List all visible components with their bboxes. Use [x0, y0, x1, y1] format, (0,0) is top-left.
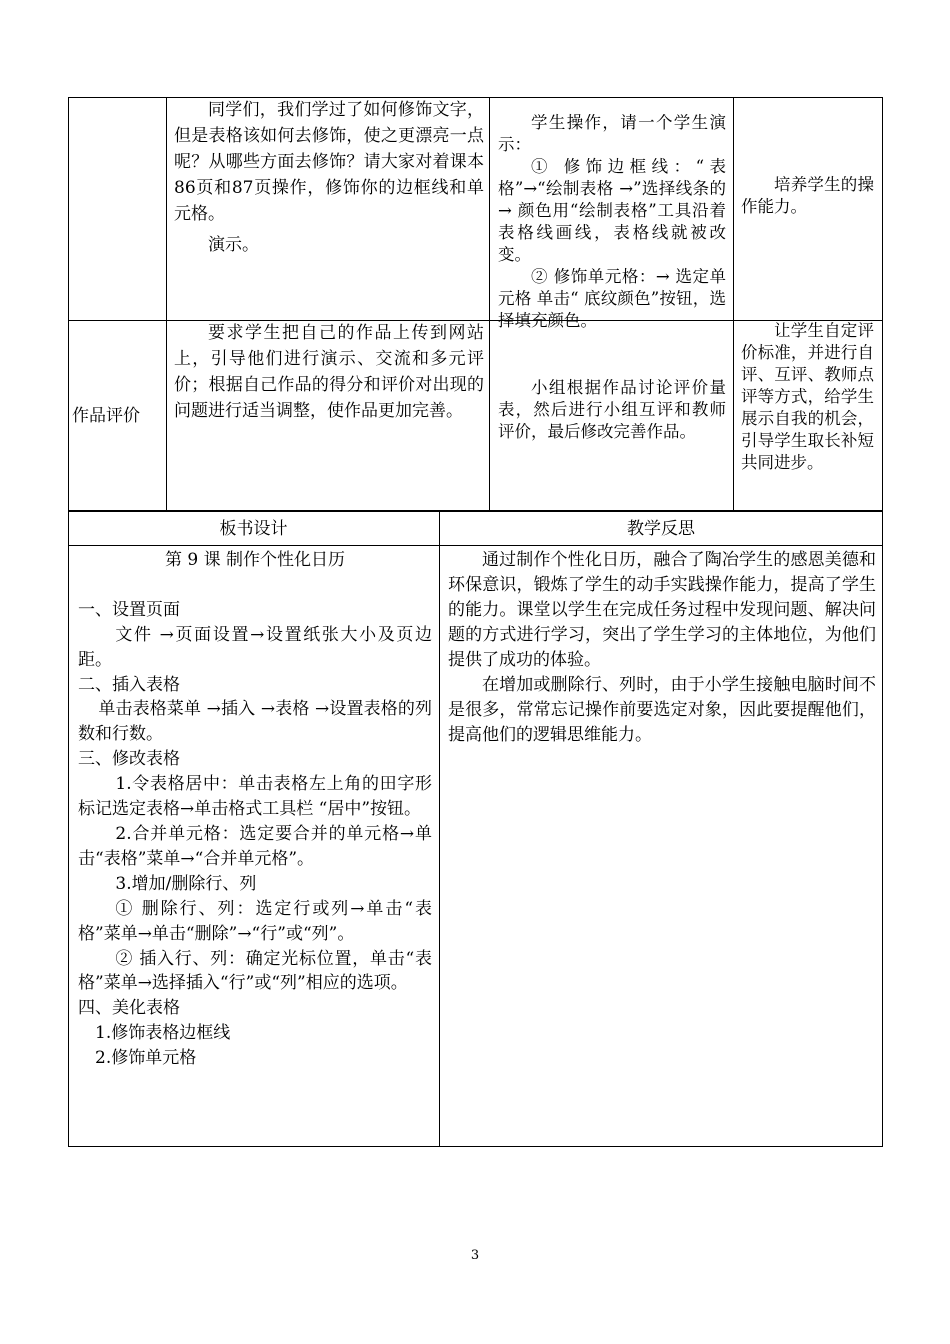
board-line-delete: ① 删除行、列：选定行或列→单击“表格”菜单→单击“删除”→“行”或“列”。	[78, 898, 432, 944]
evaluation-student-cell	[498, 377, 726, 443]
board-line-cell: 2.修饰单元格	[95, 1048, 197, 1069]
reflection-header-label: 教学反思	[627, 519, 695, 539]
student-activity-step-2: ② 修饰单元格：→ 选定单元格 单击“ 底纹颜色”按钮，选择填充颜色。	[498, 267, 726, 330]
upper-col-divider-3	[733, 97, 734, 511]
evaluation-teacher-cell	[174, 320, 484, 424]
board-section-4: 四、美化表格	[78, 998, 180, 1019]
stage-label: 作品评价	[72, 406, 140, 426]
student-activity-cell	[498, 112, 726, 332]
board-line-add-delete: 3.增加/删除行、列	[115, 873, 257, 894]
board-line-border: 1.修饰表格边框线	[95, 1023, 231, 1044]
teacher-activity-text: 同学们，我们学过了如何修饰文字，但是表格该如何去修饰，使之更漂亮一点呢？从哪些方面去修饰？请大家对着课本86页和87页操作，修饰你的边框线和单元格。	[174, 100, 484, 224]
student-activity-intro: 学生操作，请一个学生演示：	[498, 113, 726, 154]
intent-text: 培养学生的操作能力。	[741, 175, 874, 216]
reflection-paragraph-1: 通过制作个性化日历，融合了陶冶学生的感恩美德和环保意识，锻炼了学生的动手实践操作能力，提高了学生的能力。课堂以学生在完成任务过程中发现问题、解决问题的方式进行学习，突出了学生学习的主体地位，为他们提供了成功的体验。	[448, 550, 876, 670]
upper-col-divider-1	[166, 97, 167, 511]
teacher-activity-cell	[174, 97, 484, 258]
board-line-merge: 2.合并单元格：选定要合并的单元格→单击“表格”菜单→“合并单元格”。	[78, 823, 432, 869]
student-activity-step-1: ① 修饰边框线：“表格”→“绘制表格 →”选择线条的→ 颜色用“绘制表格”工具沿着表格线画线，表格线就被改变。	[498, 157, 726, 264]
board-section-3: 三、修改表格	[78, 749, 180, 770]
evaluation-intent-cell	[741, 320, 874, 474]
reflection-body	[448, 548, 876, 748]
page-number: 3	[470, 1248, 480, 1263]
board-design-header-label: 板书设计	[219, 519, 288, 539]
reflection-header	[440, 516, 882, 542]
board-line-insert: ② 插入行、列：确定光标位置，单击“表格”菜单→选择插入“行”或“列”相应的选项。	[78, 948, 432, 994]
lower-header-divider	[68, 545, 882, 546]
board-design-body	[78, 548, 432, 1071]
board-section-2: 二、插入表格	[78, 674, 180, 695]
reflection-paragraph-2: 在增加或删除行、列时，由于小学生接触电脑时间不是很多，常常忘记操作前要选定对象，因此要提醒他们，提高他们的逻辑思维能力。	[448, 675, 876, 745]
board-line-file: 文件 →页面设置→设置纸张大小及页边距。	[78, 624, 432, 670]
upper-col-divider-2	[489, 97, 490, 511]
evaluation-student-text: 小组根据作品讨论评价量表，然后进行小组互评和教师评价，最后修改完善作品。	[498, 378, 726, 441]
board-title: 第 9 课 制作个性化日历	[164, 550, 346, 570]
evaluation-intent-text: 让学生自定评价标准，并进行自评、互评、教师点评等方式，给学生展示自我的机会，引导学生取长补短共同进步。	[741, 321, 874, 472]
lower-col-divider	[439, 510, 440, 1146]
evaluation-teacher-text: 要求学生把自己的作品上传到网站上，引导他们进行演示、交流和多元评价；根据自己作品的得分和评价对出现的问题进行适当调整，使作品更加完善。	[174, 323, 484, 421]
board-line-insert-table: 单击表格菜单 →插入 →表格 →设置表格的列数和行数。	[78, 699, 432, 745]
intent-cell	[741, 174, 874, 218]
board-line-center: 1.令表格居中：单击表格左上角的田字形标记选定表格→单击格式工具栏 “居中”按钮。	[78, 774, 432, 820]
board-design-header	[68, 516, 439, 542]
board-section-1: 一、设置页面	[78, 599, 180, 620]
stage-label-cell	[72, 403, 162, 429]
teacher-demo-text: 演示。	[208, 235, 259, 255]
